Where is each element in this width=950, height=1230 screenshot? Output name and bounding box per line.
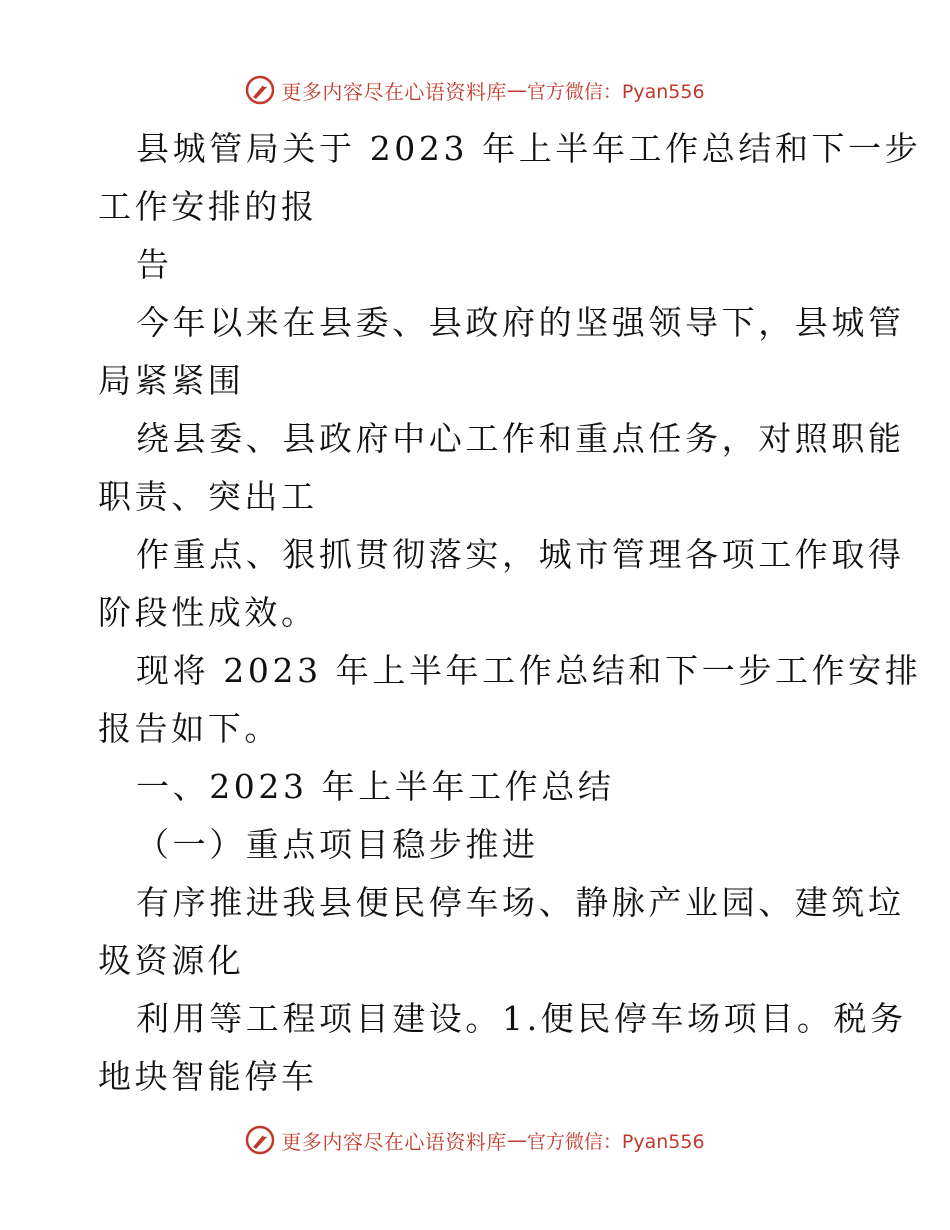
text-line: 阶段性成效。 <box>98 593 318 632</box>
text-line: 职责、突出工 <box>98 477 318 516</box>
text-line: 地块智能停车 <box>98 1057 318 1096</box>
text-line: 绕县委、县政府中心工作和重点任务，对照职能 <box>136 419 905 458</box>
watermark-separator: — <box>506 1128 527 1152</box>
watermark-suffix: 官方微信：Pyan556 <box>526 1130 705 1153</box>
pen-logo-icon <box>245 75 275 105</box>
document-body <box>98 120 922 1106</box>
watermark-suffix: 官方微信：Pyan556 <box>526 80 705 103</box>
watermark-header <box>0 70 950 110</box>
text-line: 利用等工程项目建设。1.便民停车场项目。税务 <box>136 999 907 1038</box>
text-line: 告 <box>136 245 173 284</box>
text-line: 一、2023 年上半年工作总结 <box>136 767 615 806</box>
text-line: 工作安排的报 <box>98 187 318 226</box>
text-line: 县城管局关于 2023 年上半年工作总结和下一步 <box>136 129 922 168</box>
pen-logo-icon <box>245 1125 275 1155</box>
text-line: （一）重点项目稳步推进 <box>136 825 539 864</box>
watermark-footer <box>0 1120 950 1160</box>
text-line: 圾资源化 <box>98 941 245 980</box>
text-line: 局紧紧围 <box>98 361 245 400</box>
watermark-text: 更多内容尽在心语资料库 <box>281 79 507 104</box>
text-line: 现将 2023 年上半年工作总结和下一步工作安排 <box>136 651 922 690</box>
text-line: 有序推进我县便民停车场、静脉产业园、建筑垃 <box>136 883 905 922</box>
watermark-separator: — <box>506 78 527 102</box>
text-line: 报告如下。 <box>98 709 281 748</box>
watermark-text: 更多内容尽在心语资料库 <box>281 1129 507 1154</box>
text-line: 今年以来在县委、县政府的坚强领导下，县城管 <box>136 303 905 342</box>
text-line: 作重点、狠抓贯彻落实，城市管理各项工作取得 <box>136 535 905 574</box>
